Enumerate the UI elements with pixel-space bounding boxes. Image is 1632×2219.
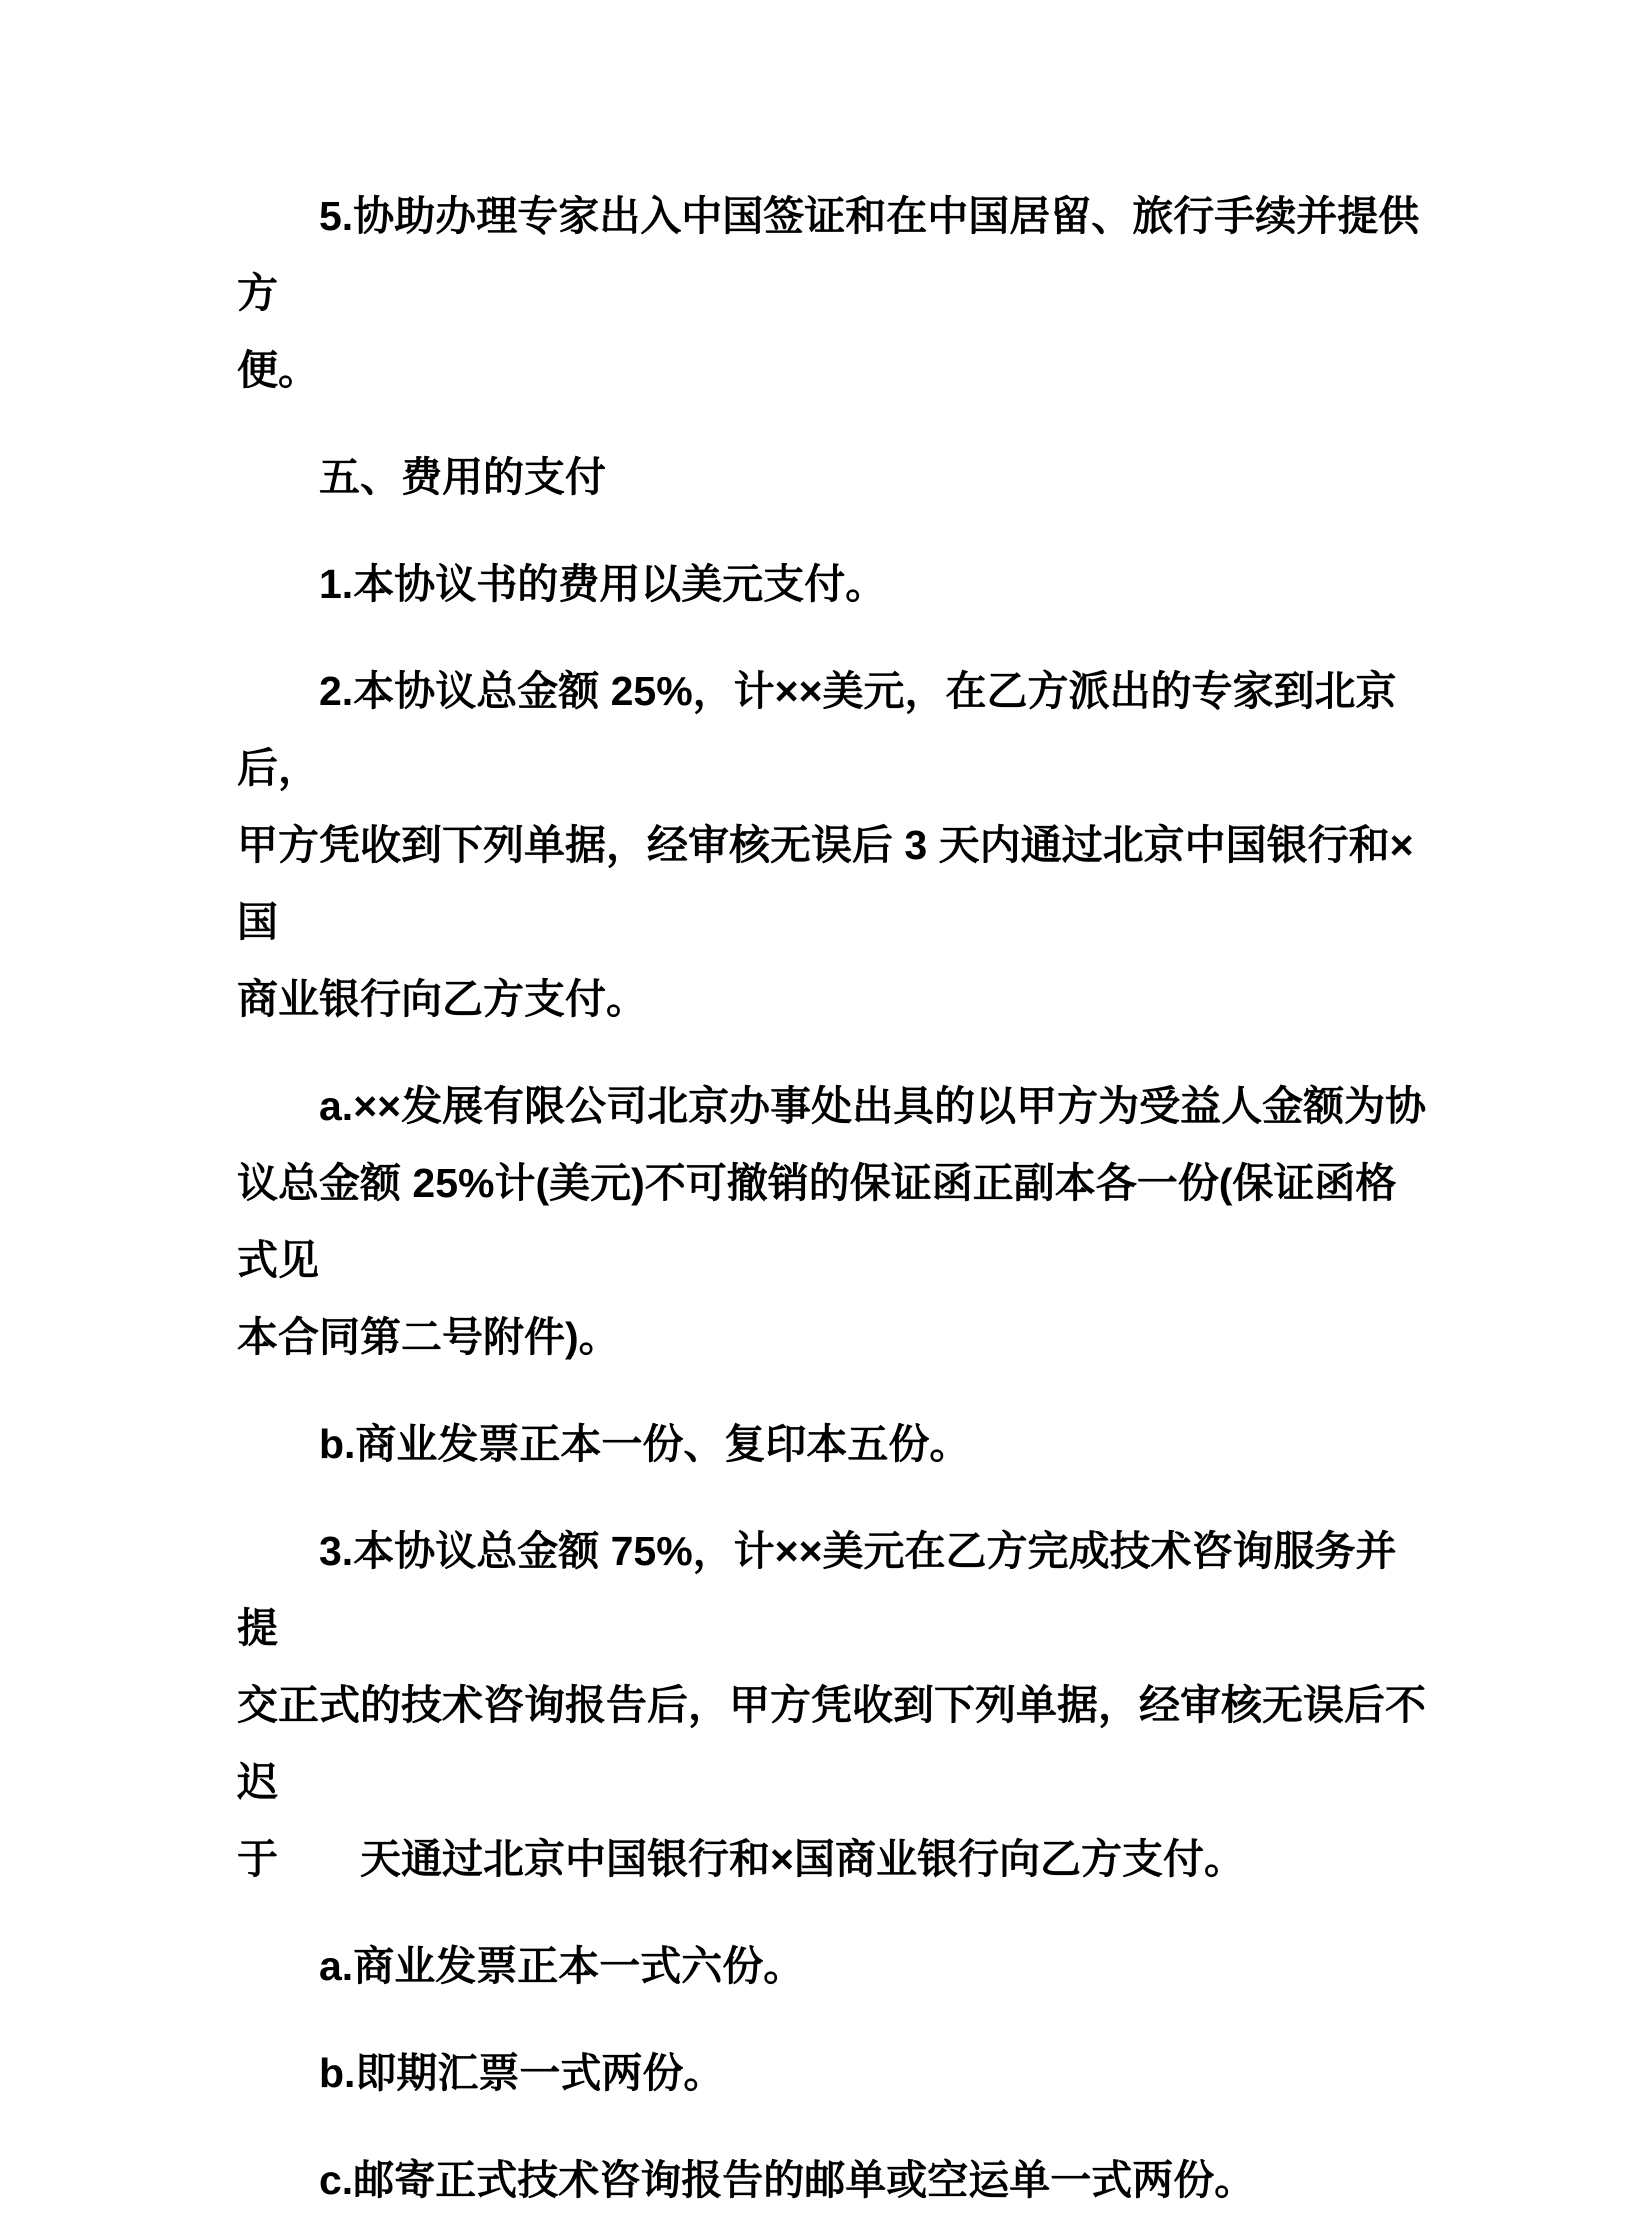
paragraph bbox=[237, 1068, 1437, 1376]
paragraph bbox=[237, 1513, 1437, 1898]
paragraph bbox=[237, 2035, 1437, 2112]
text-line: 本合同第二号附件)。 bbox=[237, 1314, 620, 1360]
paragraph bbox=[237, 1928, 1437, 2005]
paragraph bbox=[237, 546, 1437, 623]
text-line: 交正式的技术咨询报告后，甲方凭收到下列单据，经审核无误后不迟 bbox=[237, 1682, 1426, 1805]
paragraph bbox=[237, 178, 1437, 409]
text-line: b.即期汇票一式两份。 bbox=[319, 2050, 725, 2096]
text-line: 于 天通过北京中国银行和×国商业银行向乙方支付。 bbox=[237, 1836, 1245, 1882]
text-line: 商业银行向乙方支付。 bbox=[237, 976, 647, 1022]
text-line: a.××发展有限公司北京办事处出具的以甲方为受益人金额为协 bbox=[319, 1083, 1427, 1129]
text-line: 2.本协议总金额 25%，计××美元，在乙方派出的专家到北京后， bbox=[237, 668, 1397, 791]
paragraph bbox=[237, 653, 1437, 1038]
paragraph bbox=[237, 439, 1437, 516]
text-line: 议总金额 25%计(美元)不可撤销的保证函正副本各一份(保证函格式见 bbox=[237, 1160, 1397, 1283]
text-line: 甲方凭收到下列单据，经审核无误后 3 天内通过北京中国银行和×国 bbox=[237, 822, 1414, 945]
text-line: c.邮寄正式技术咨询报告的邮单或空运单一式两份。 bbox=[319, 2157, 1256, 2203]
text-line: 1.本协议书的费用以美元支付。 bbox=[319, 561, 887, 607]
text-line: b.商业发票正本一份、复印本五份。 bbox=[319, 1421, 971, 1467]
text-line: 便。 bbox=[237, 347, 319, 393]
text-line: a.商业发票正本一式六份。 bbox=[319, 1943, 805, 1989]
paragraph bbox=[237, 2142, 1437, 2219]
paragraph bbox=[237, 1406, 1437, 1483]
text-line: 五、费用的支付 bbox=[319, 454, 606, 500]
text-line: 5.协助办理专家出入中国签证和在中国居留、旅行手续并提供方 bbox=[237, 193, 1420, 316]
text-line: 3.本协议总金额 75%，计××美元在乙方完成技术咨询服务并提 bbox=[237, 1528, 1397, 1651]
